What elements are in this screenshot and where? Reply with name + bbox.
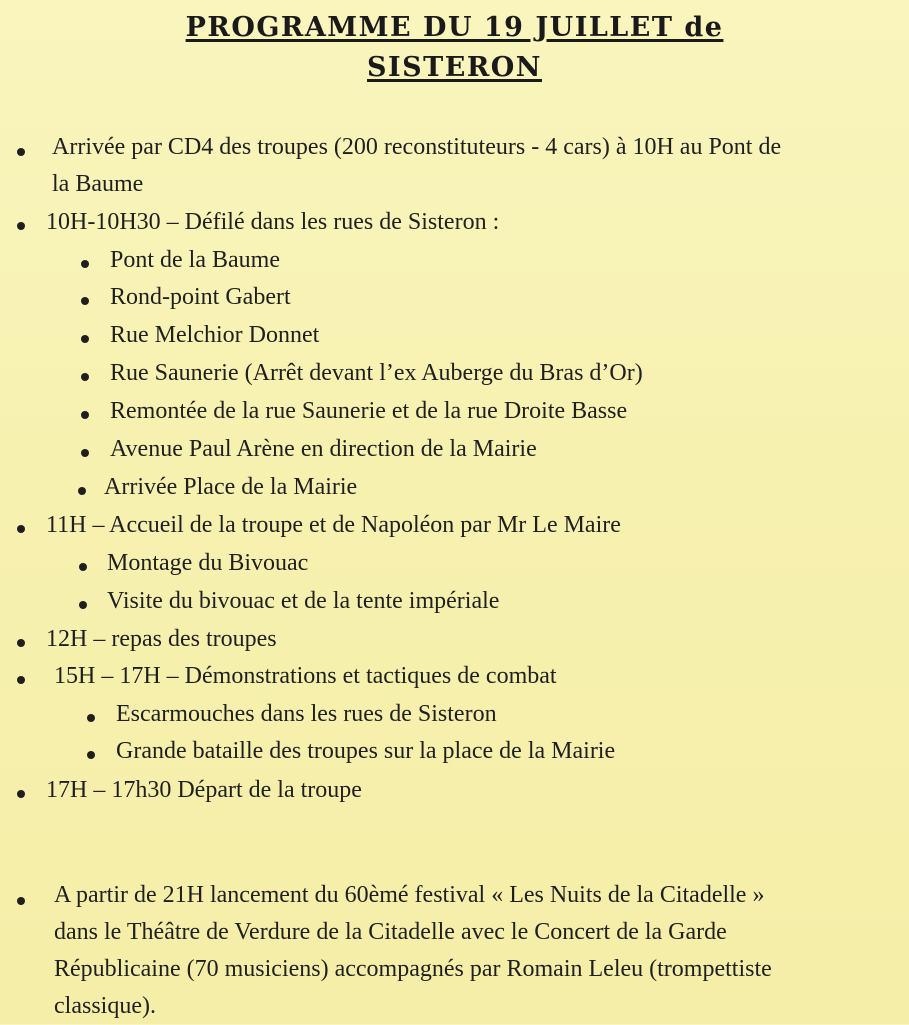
- sub-item-text: Avenue Paul Arène en direction de la Mairie: [110, 436, 537, 462]
- bullet-icon: [79, 601, 87, 609]
- bullet-icon: [81, 449, 89, 457]
- bullet-icon: [17, 148, 25, 156]
- sub-item-text: Rue Saunerie (Arrêt devant l’ex Auberge du Bras d’Or): [110, 360, 643, 386]
- list-item-text: 17H – 17h30 Départ de la troupe: [46, 777, 362, 803]
- page-title-line-1: PROGRAMME DU 19 JUILLET de: [185, 12, 724, 43]
- bullet-icon: [81, 260, 89, 268]
- bullet-icon: [17, 897, 25, 905]
- bullet-icon: [81, 373, 89, 381]
- sub-item-text: Visite du bivouac et de la tente impériale: [107, 588, 500, 614]
- sub-item-text: Grande bataille des troupes sur la place de la Mairie: [116, 738, 616, 764]
- list-item-text: 10H-10H30 – Défilé dans les rues de Sisteron :: [46, 209, 500, 235]
- list-item-text: classique).: [54, 993, 156, 1019]
- list-item-text: 12H – repas des troupes: [46, 626, 277, 652]
- bullet-icon: [17, 222, 25, 230]
- sub-item-text: Rond-point Gabert: [110, 284, 291, 310]
- list-item-text: 11H – Accueil de la troupe et de Napoléon par Mr Le Maire: [46, 512, 621, 538]
- sub-item-text: Pont de la Baume: [110, 247, 280, 273]
- list-item-text: Républicaine (70 musiciens) accompagnés par Romain Leleu (trompettiste: [54, 956, 772, 982]
- bullet-icon: [78, 487, 86, 495]
- list-item-text: A partir de 21H lancement du 60èmé festival « Les Nuits de la Citadelle »: [54, 882, 765, 908]
- list-item-text: la Baume: [52, 171, 144, 197]
- bullet-icon: [79, 563, 87, 571]
- sub-item-text: Escarmouches dans les rues de Sisteron: [116, 701, 497, 727]
- bullet-icon: [17, 639, 25, 647]
- bullet-icon: [81, 335, 89, 343]
- bullet-icon: [81, 297, 89, 305]
- page-title-line-2: SISTERON: [367, 52, 542, 83]
- sub-item-text: Rue Melchior Donnet: [110, 322, 320, 348]
- bullet-icon: [87, 751, 95, 759]
- bullet-icon: [87, 714, 95, 722]
- bullet-icon: [17, 676, 25, 684]
- bullet-icon: [81, 411, 89, 419]
- sub-item-text: Remontée de la rue Saunerie et de la rue Droite Basse: [110, 398, 628, 424]
- bullet-icon: [17, 525, 25, 533]
- sub-item-text: Montage du Bivouac: [107, 550, 309, 576]
- list-item-text: Arrivée par CD4 des troupes (200 reconstituteurs - 4 cars) à 10H au Pont de: [52, 134, 782, 160]
- list-item-text: 15H – 17H – Démonstrations et tactiques de combat: [54, 663, 557, 689]
- sub-item-text: Arrivée Place de la Mairie: [104, 474, 358, 500]
- bullet-icon: [17, 790, 25, 798]
- list-item-text: dans le Théâtre de Verdure de la Citadelle avec le Concert de la Garde: [54, 919, 727, 945]
